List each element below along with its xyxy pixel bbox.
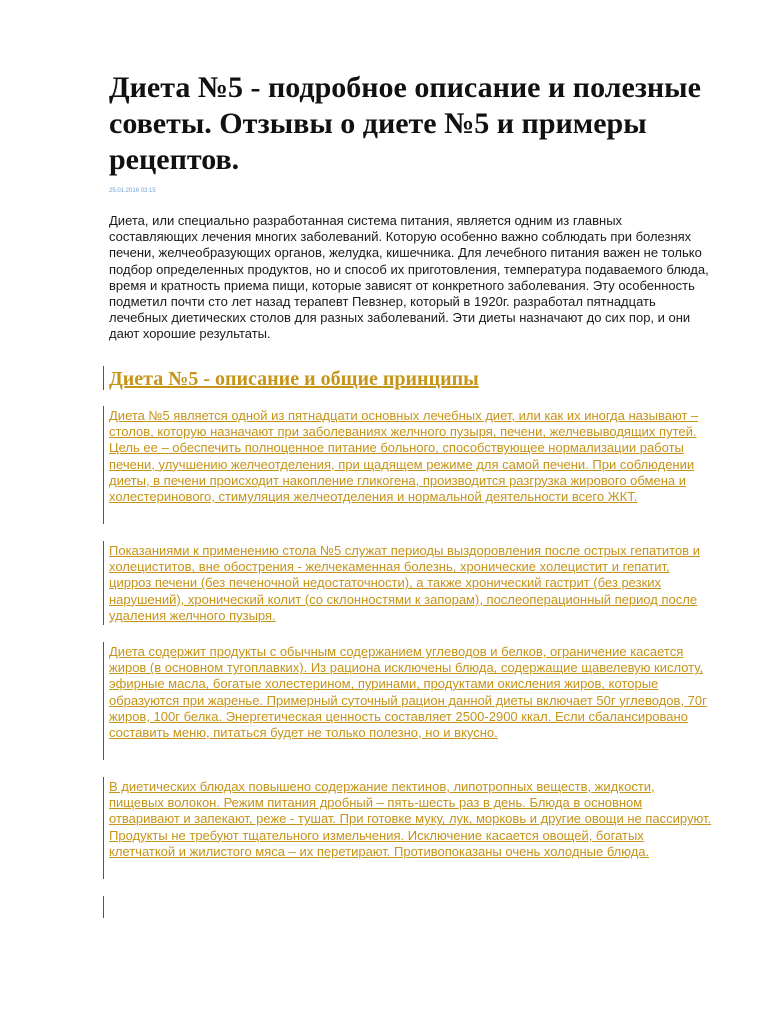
page-title: Диета №5 - подробное описание и полезные советы. Отзывы о диете №5 и примеры рецептов. — [109, 71, 701, 176]
intro-paragraph: Диета, или специально разработанная система питания, является одним из главных составляющих лечения многих заболеваний. Которую особенно важно соблюдать при болезнях печени, желчеобразующих органов, желудка, кишечника. Для лечебного питания важен не только подбор определенных продуктов, но и способ их приготовления, температура подаваемого блюда, время и кратность приема пищи, которые зависят от конкретного заболевания. Эту особенность подметил почти сто лет назад терапевт Певзнер, который в 1920г. разработал пятнадцать лечебных диетических столов для разных заболеваний. Эти диеты назначают до сих пор, и они дают хорошие результаты. — [109, 213, 709, 342]
text-cursor-bar — [103, 541, 104, 625]
text-cursor-bar — [103, 642, 104, 760]
paragraph-link-2[interactable]: Показаниями к применению стола №5 служат периоды выздоровления после острых гепатитов и холециститов, вне обострения - желчекаменная болезнь, хронические холецистит и гепатит, цирроз печени (без печеночной недостаточности), а также хронический гастрит (без резких нарушений), хронический колит (со склонностями к запорам), послеоперационный период после удаления желчного пузыря. — [109, 543, 700, 623]
publish-date: 25.01.2016 03:15 — [109, 188, 156, 194]
text-cursor-bar — [103, 406, 104, 524]
paragraph-link-1[interactable]: Диета №5 является одной из пятнадцати основных лечебных диет, или как их иногда называют – столов, которую назначают при заболеваниях желчного пузыря, печени, желчевыводящих путей. Цель ее – обеспечить полноценное питание больного, способствующее нормализации работы печени, улучшению желчеотделения, при щадящем режиме для самой печени. При соблюдении диеты, в печени происходит накопление гликогена, производится разгрузка жирового обмена и холестеринового, стимуляция желчеотделения и нормальной деятельности всего ЖКТ. — [109, 408, 699, 505]
text-cursor-bar — [103, 366, 104, 390]
section-heading-link[interactable]: Диета №5 - описание и общие принципы — [109, 368, 479, 390]
paragraph-link-4[interactable]: В диетических блюдах повышено содержание пектинов, липотропных веществ, жидкости, пищевых волокон. Режим питания дробный – пять-шесть раз в день. Блюда в основном отваривают и запекают, реже - тушат. При готовке муку, лук, морковь и другие овощи не пассируют. Продукты не требуют тщательного измельчения. Исключение касается овощей, богатых клетчаткой и жилистого мяса – их перетирают. Противопоказаны очень холодные блюда. — [109, 779, 712, 859]
paragraph-link-3[interactable]: Диета содержит продукты с обычным содержанием углеводов и белков, ограничение касается жиров (в основном тугоплавких). Из рациона исключены блюда, содержащие щавелевую кислоту, эфирные масла, богатые холестерином, пуринами, продуктами окисления жиров, которые образуются при жаренье. Примерный суточный рацион данной диеты включает 50г углеводов, 70г жиров, 100г белка. Энергетическая ценность составляет 2500-2900 ккал. Если сбалансировано составить меню, питаться будет не только полезно, но и вкусно. — [109, 644, 707, 741]
text-cursor-bar — [103, 777, 104, 879]
text-cursor-bar — [103, 896, 104, 918]
